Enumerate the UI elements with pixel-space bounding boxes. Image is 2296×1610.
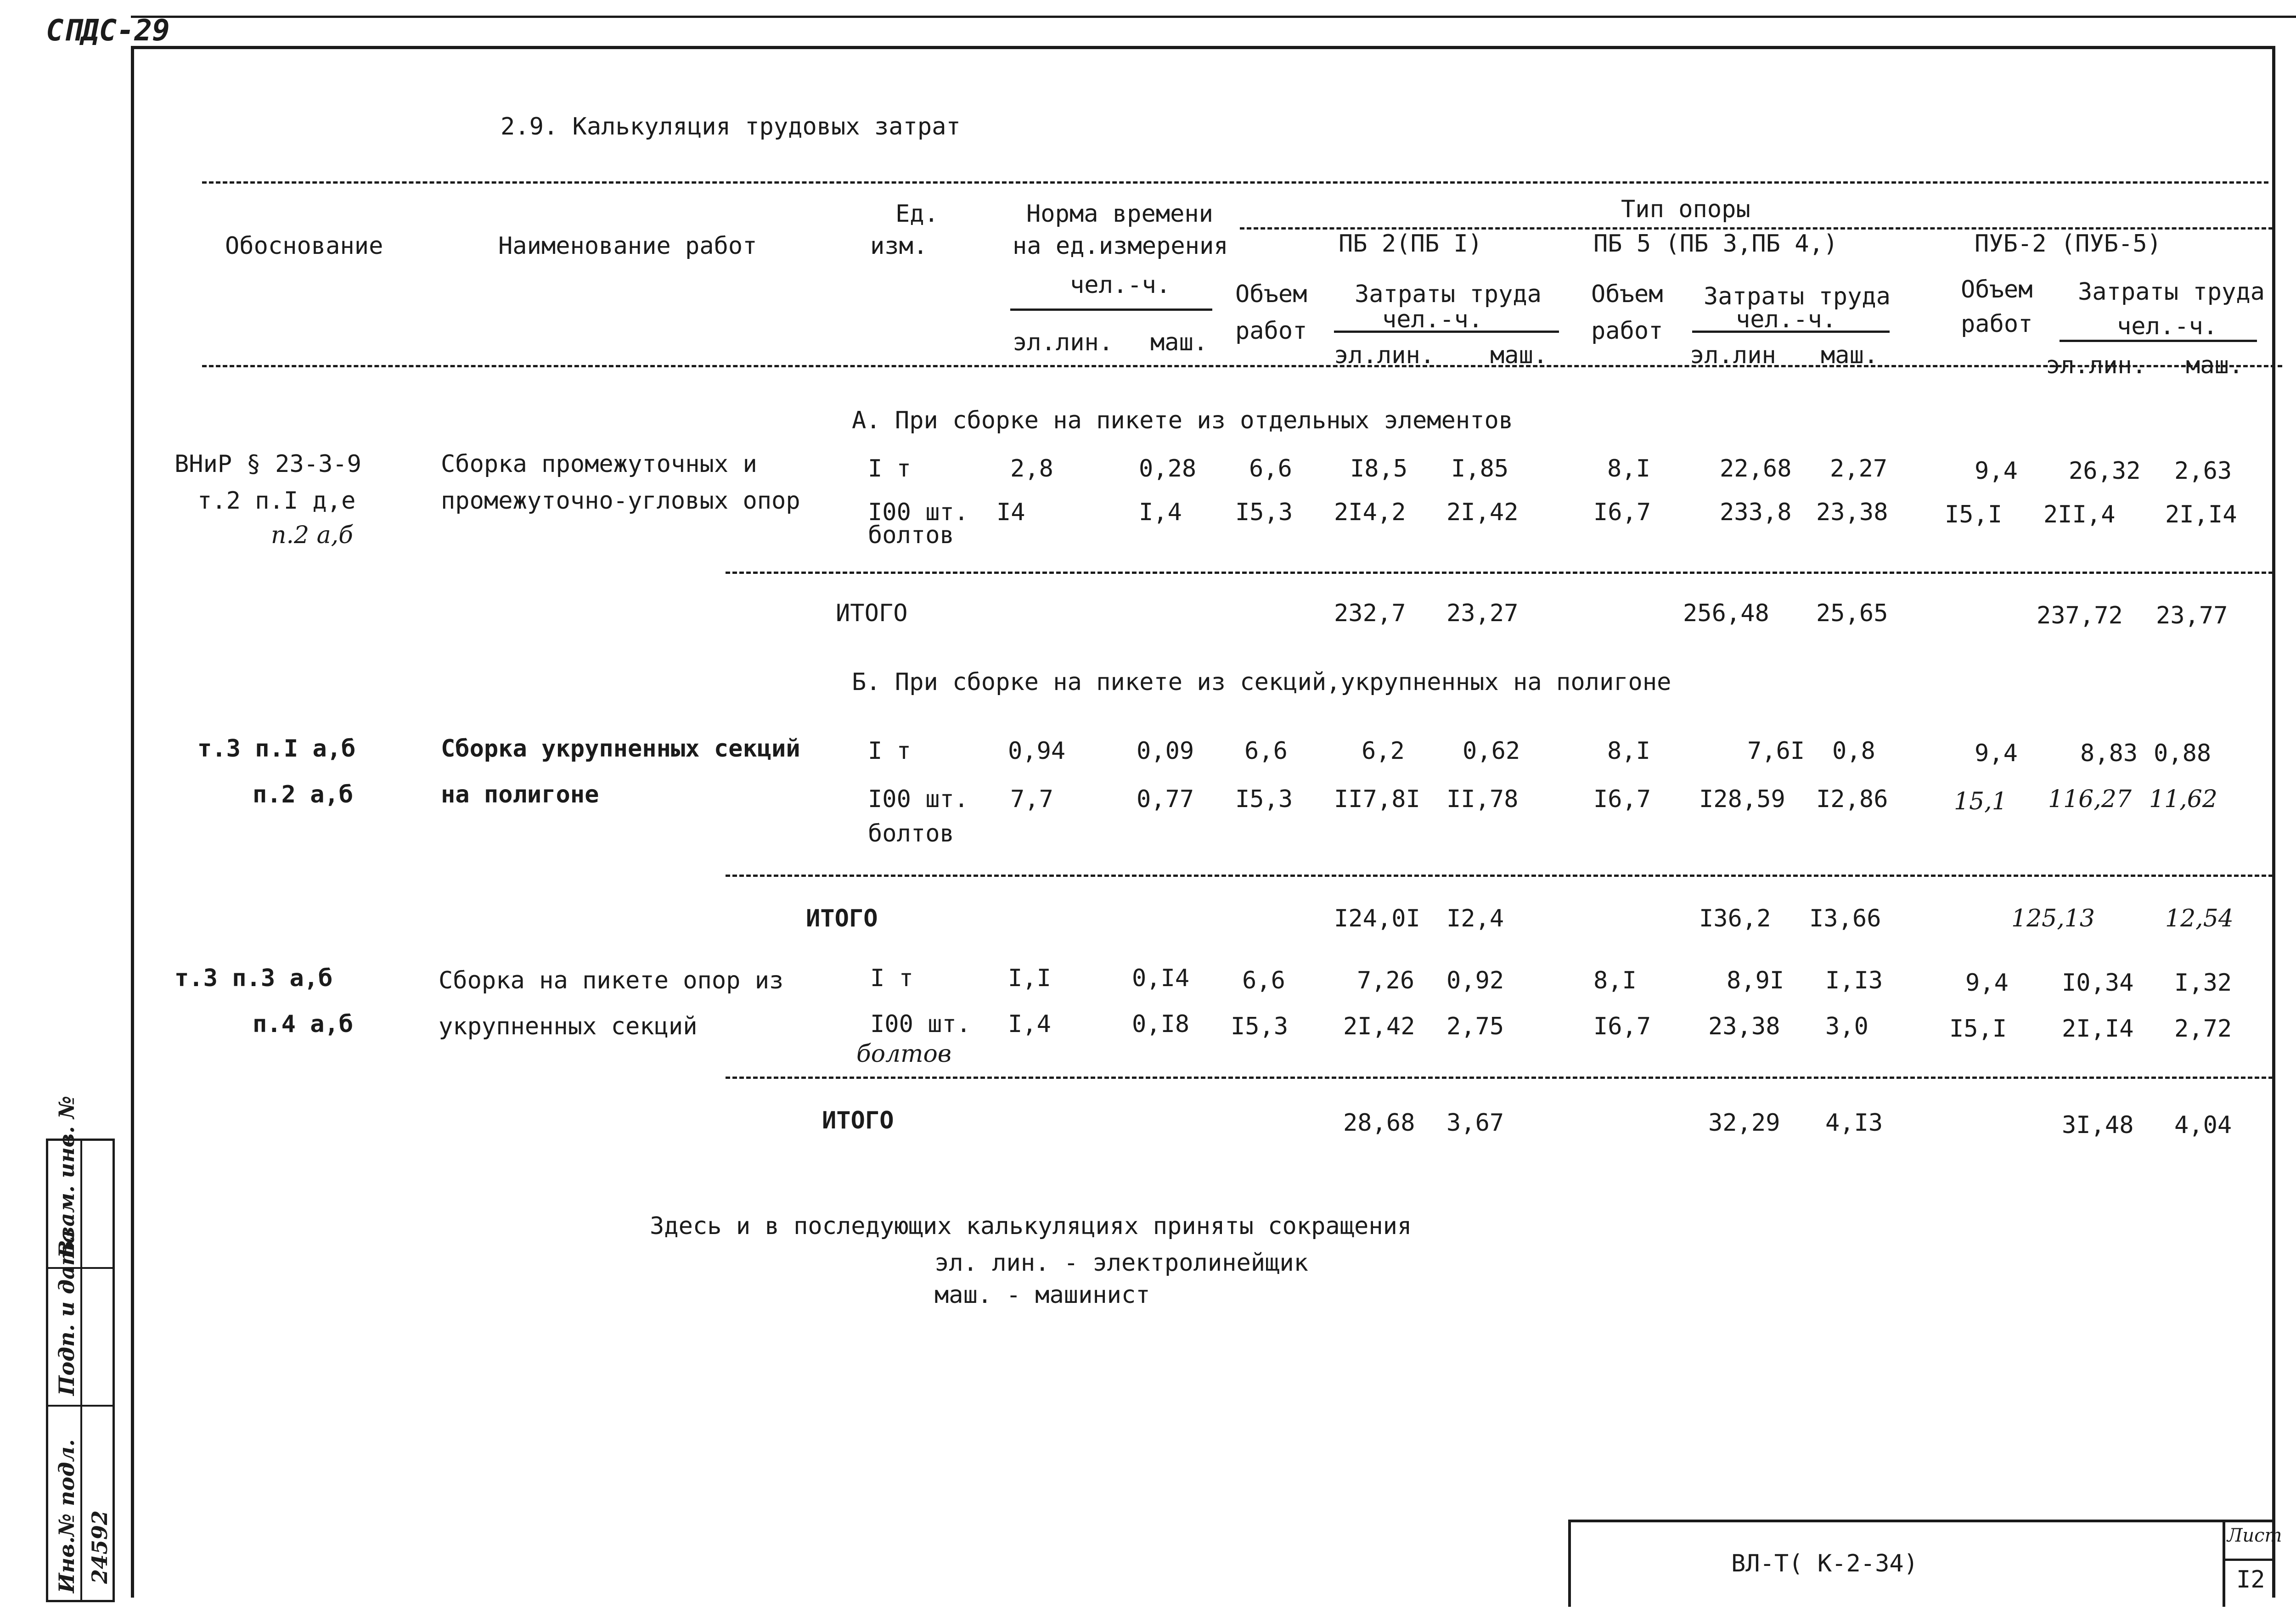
c-r1-m1: 0,92 [1446, 967, 1504, 994]
section-c-basis-1: т.3 п.3 а,б [174, 965, 333, 992]
header-el-lin: эл.лин. [1013, 329, 1114, 356]
c-r1-e2: 8,9I [1727, 967, 1784, 994]
header-norm-3: чел.-ч. [1070, 271, 1171, 299]
title-block [1568, 1520, 2275, 1607]
sheet-cell-divider [2223, 1559, 2275, 1561]
section-b-basis-1: т.3 п.I а,б [197, 735, 356, 763]
a-total-m2: 25,65 [1816, 600, 1888, 627]
c-r2-norm-el: I,4 [1008, 1010, 1051, 1038]
header-labor-pb5-2: чел.-ч. [1736, 306, 1837, 333]
header-unit: Ед. [895, 200, 939, 228]
b-r2-e2: I28,59 [1699, 785, 1785, 813]
header-el-pb2: эл.лин. [1334, 342, 1435, 369]
drawing-frame [131, 46, 2275, 1598]
a-r2-m3: 2I,I4 [2165, 501, 2237, 528]
a-r2-unit: I00 шт. [868, 499, 969, 526]
b-r1-e3: 8,83 [2080, 740, 2138, 767]
approval-stamp-divider [80, 1139, 82, 1602]
header-top-rule [202, 181, 2268, 184]
a-r2-norm-el: I4 [996, 499, 1025, 526]
a-r2-m2: 23,38 [1816, 499, 1888, 526]
c-total-e2: 32,29 [1708, 1109, 1780, 1137]
a-r1-e2: 22,68 [1720, 455, 1792, 482]
stamp-replacement: Взам. инв. № [54, 1095, 79, 1258]
stamp-signature: Подп. и дата [54, 1229, 79, 1396]
c-r2-m1: 2,75 [1446, 1013, 1504, 1040]
c-r2-unit: I00 шт. [870, 1010, 971, 1038]
b-total-m3: 12,54 [2165, 905, 2234, 932]
section-b-total-rule [726, 875, 2273, 877]
a-r1-norm-el: 2,8 [1010, 455, 1053, 482]
sheet-number: I2 [2236, 1566, 2265, 1593]
header-volume-pub: Объем [1961, 276, 2033, 303]
b-total-label: ИТОГО [806, 905, 878, 932]
notes-line-2: эл. лин. - электролинейщик [934, 1249, 1308, 1277]
b-r2-norm-el: 7,7 [1010, 785, 1053, 813]
c-r2-norm-m: 0,I8 [1132, 1010, 1190, 1038]
a-total-e3: 237,72 [2037, 602, 2123, 629]
sheet-label: Лист [2227, 1525, 2282, 1546]
c-total-label: ИТОГО [822, 1107, 894, 1134]
c-r2-m2: 3,0 [1825, 1013, 1868, 1040]
header-mash: маш. [1150, 329, 1208, 356]
a-total-label: ИТОГО [836, 600, 908, 627]
a-r2-e3: 2II,4 [2043, 501, 2116, 528]
a-r2-e2: 233,8 [1720, 499, 1792, 526]
b-r1-v3: 9,4 [1975, 740, 2018, 767]
approval-stamp-rule-2 [46, 1405, 115, 1407]
section-a-work-1: Сборка промежуточных и [441, 450, 757, 478]
header-mash-pb5: маш. [1821, 342, 1879, 369]
corner-code: СПДС-29 [46, 14, 170, 48]
b-r2-v3: 15,1 [1954, 788, 2007, 815]
c-total-m3: 4,04 [2174, 1111, 2232, 1139]
c-r2-e3: 2I,I4 [2062, 1015, 2134, 1043]
section-b-heading: Б. При сборке на пикете из секций,укрупненных на полигоне [852, 668, 1671, 696]
header-labor-pub: Затраты труда [2078, 278, 2265, 306]
header-volume-pb5: Объем [1591, 280, 1663, 308]
c-r1-e1: 7,26 [1357, 967, 1415, 994]
a-r1-m1: I,85 [1451, 455, 1509, 482]
a-r1-m2: 2,27 [1830, 455, 1888, 482]
header-el-pub: эл.лин. [2046, 352, 2147, 379]
c-r1-v1: 6,6 [1242, 967, 1285, 994]
a-r1-norm-m: 0,28 [1139, 455, 1197, 482]
b-r2-unit: I00 шт. [868, 785, 969, 813]
header-volume-pb2-2: работ [1235, 317, 1307, 345]
section-b-work-1: Сборка укрупненных секций [441, 735, 800, 763]
notes-line-3: маш. - машинист [934, 1281, 1150, 1309]
header-labor-pb2: Затраты труда [1355, 280, 1542, 308]
header-bottom-rule [202, 365, 2282, 367]
a-r1-e1: I8,5 [1350, 455, 1408, 482]
c-total-m2: 4,I3 [1825, 1109, 1883, 1137]
header-mash-pub: маш. [2186, 352, 2244, 379]
c-r1-e3: I0,34 [2062, 969, 2134, 997]
header-labor-pb2-2: чел.-ч. [1382, 306, 1483, 333]
b-r1-norm-m: 0,09 [1137, 737, 1194, 765]
b-total-m1: I2,4 [1446, 905, 1504, 932]
top-border-line [131, 16, 2296, 18]
header-work-name: Наименование работ [498, 232, 757, 260]
b-r2-m3: 11,62 [2149, 785, 2217, 813]
c-total-e3: 3I,48 [2062, 1111, 2134, 1139]
a-total-e1: 232,7 [1334, 600, 1406, 627]
a-r1-v1: 6,6 [1249, 455, 1292, 482]
a-r1-unit: I т [868, 455, 911, 482]
a-r2-norm-m: I,4 [1139, 499, 1182, 526]
a-r2-v1: I5,3 [1235, 499, 1293, 526]
header-volume-pub-2: работ [1961, 310, 2033, 338]
b-r1-m3: 0,88 [2154, 740, 2212, 767]
section-c-work-1: Сборка на пикете опор из [439, 967, 784, 994]
header-mash-pb2: маш. [1490, 342, 1548, 369]
b-total-e3: 125,13 [2011, 905, 2095, 932]
header-pb5: ПБ 5 (ПБ 3,ПБ 4,) [1593, 230, 1838, 258]
header-pb2: ПБ 2(ПБ I) [1339, 230, 1483, 258]
b-r2-m1: II,78 [1446, 785, 1519, 813]
header-basis: Обоснование [225, 232, 383, 260]
section-c-work-2: укрупненных секций [439, 1013, 698, 1040]
c-r1-v3: 9,4 [1965, 969, 2009, 997]
c-r2-v1: I5,3 [1231, 1013, 1289, 1040]
c-r1-v2: 8,I [1593, 967, 1637, 994]
a-r2-unit-2: болтов [868, 522, 954, 549]
section-a-heading: А. При сборке на пикете из отдельных элементов [852, 407, 1514, 434]
a-r1-v3: 9,4 [1975, 457, 2018, 485]
b-r1-e1: 6,2 [1362, 737, 1405, 765]
c-r2-v2: I6,7 [1593, 1013, 1651, 1040]
norm-subrule [1010, 309, 1212, 311]
notes-line-1: Здесь и в последующих калькуляциях приняты сокращения [650, 1212, 1412, 1240]
c-r1-m2: I,I3 [1825, 967, 1883, 994]
a-r1-m3: 2,63 [2174, 457, 2232, 485]
a-r1-e3: 26,32 [2069, 457, 2141, 485]
a-total-m1: 23,27 [1446, 600, 1519, 627]
section-a-work-2: промежуточно-угловых опор [441, 487, 800, 515]
a-r2-v3: I5,I [1945, 501, 2003, 528]
section-c-basis-2: п.4 а,б [253, 1010, 354, 1038]
support-type-rule [1240, 227, 2273, 230]
header-labor-pb5: Затраты труда [1704, 283, 1891, 310]
a-total-m3: 23,77 [2156, 602, 2228, 629]
a-r2-m1: 2I,42 [1446, 499, 1519, 526]
b-r2-norm-m: 0,77 [1137, 785, 1194, 813]
c-r2-v3: I5,I [1949, 1015, 2007, 1043]
section-c-total-rule [726, 1077, 2273, 1079]
document-code: ВЛ-Т( К-2-34) [1731, 1550, 1918, 1577]
b-total-m2: I3,66 [1809, 905, 1881, 932]
a-r2-v2: I6,7 [1593, 499, 1651, 526]
header-el-pb5: эл.лин [1690, 342, 1776, 369]
header-norm-2: на ед.измерения [1013, 232, 1228, 260]
c-r1-m3: I,32 [2174, 969, 2232, 997]
b-total-e2: I36,2 [1699, 905, 1771, 932]
section-a-total-rule [726, 572, 2273, 574]
b-r2-e1: II7,8I [1334, 785, 1420, 813]
b-r2-v1: I5,3 [1235, 785, 1293, 813]
stamp-inventory-number: 24592 [87, 1510, 112, 1584]
section-a-basis-handwritten: п.2 а,б [271, 522, 353, 549]
stamp-inventory: Инв.№ подл. [54, 1439, 79, 1593]
c-total-m1: 3,67 [1446, 1109, 1504, 1137]
header-volume-pb2: Объем [1235, 280, 1307, 308]
header-norm: Норма времени [1026, 200, 1213, 228]
c-r1-norm-m: 0,I4 [1132, 965, 1190, 992]
c-r2-m3: 2,72 [2174, 1015, 2232, 1043]
b-r2-v2: I6,7 [1593, 785, 1651, 813]
a-r1-v2: 8,I [1607, 455, 1650, 482]
b-r1-e2: 7,6I [1747, 737, 1805, 765]
b-r1-m1: 0,62 [1463, 737, 1520, 765]
b-r1-v1: 6,6 [1244, 737, 1288, 765]
b-r2-m2: I2,86 [1816, 785, 1888, 813]
b-r1-unit: I т [868, 737, 911, 765]
section-b-basis-2: п.2 а,б [253, 781, 354, 808]
section-a-basis-1: ВНиР § 23-3-9 [174, 450, 361, 478]
b-r1-norm-el: 0,94 [1008, 737, 1066, 765]
c-r2-unit-2: болтов [856, 1040, 952, 1068]
header-volume-pb5-2: работ [1591, 317, 1663, 345]
header-labor-pub-2: чел.-ч. [2117, 313, 2218, 340]
b-r1-m2: 0,8 [1832, 737, 1875, 765]
c-r1-unit: I т [870, 965, 913, 992]
b-r2-e3: 116,27 [2048, 785, 2132, 813]
c-total-e1: 28,68 [1343, 1109, 1415, 1137]
c-r2-e1: 2I,42 [1343, 1013, 1415, 1040]
a-total-e2: 256,48 [1683, 600, 1769, 627]
c-r2-e2: 23,38 [1708, 1013, 1780, 1040]
page-title: 2.9. Калькуляция трудовых затрат [501, 113, 961, 140]
header-support-type: Тип опоры [1621, 196, 1750, 223]
header-pub2: ПУБ-2 (ПУБ-5) [1975, 230, 2161, 258]
b-r2-unit-2: болтов [868, 820, 954, 847]
b-r1-v2: 8,I [1607, 737, 1650, 765]
section-a-basis-2: т.2 п.I д,е [197, 487, 356, 515]
c-r1-norm-el: I,I [1008, 965, 1051, 992]
a-r2-e1: 2I4,2 [1334, 499, 1406, 526]
b-total-e1: I24,0I [1334, 905, 1420, 932]
header-unit-2: изм. [870, 232, 928, 260]
section-b-work-2: на полигоне [441, 781, 599, 808]
